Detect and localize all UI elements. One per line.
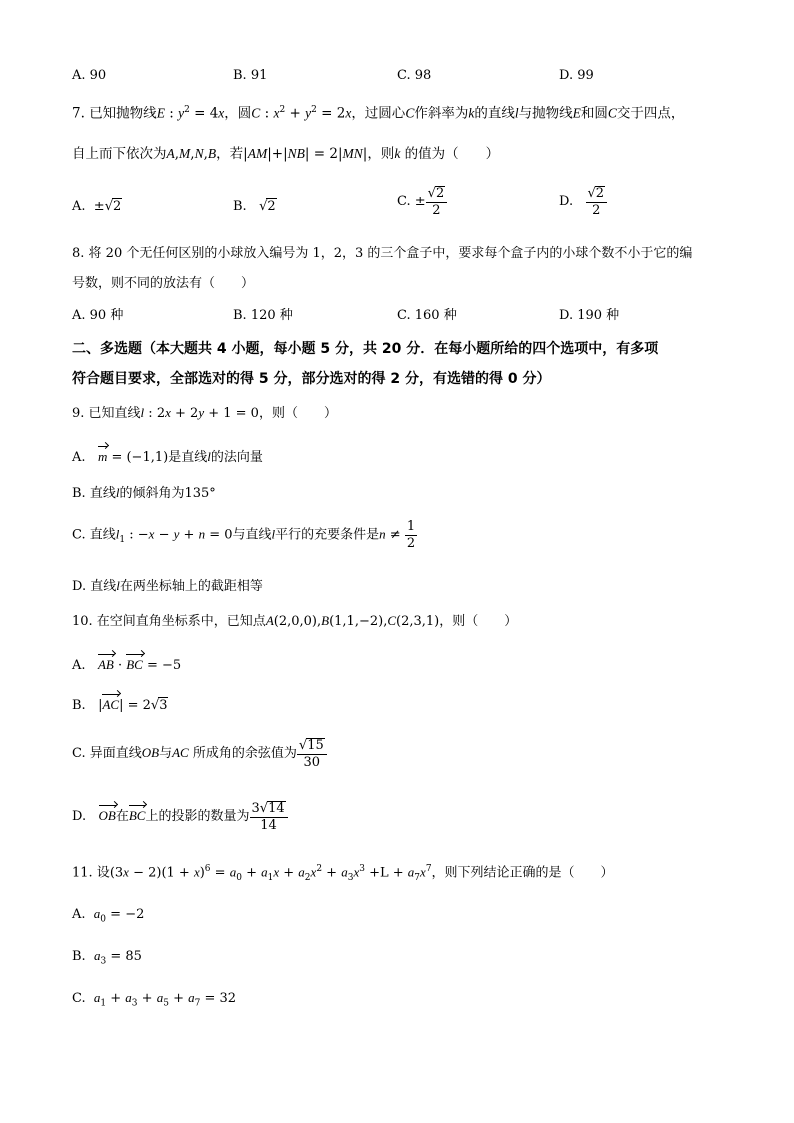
q8-stem-line2: 号数，则不同的放法有（ ） bbox=[72, 276, 255, 291]
q10-option-a: A. AB · BC = −5 bbox=[72, 657, 182, 673]
q6-option-a: A. 90 bbox=[72, 68, 107, 83]
q8-option-c: C. 160 种 bbox=[397, 308, 457, 323]
q8-option-d: D. 190 种 bbox=[559, 308, 620, 323]
q11-option-a: A. $a_0 = -2$ bbox=[72, 906, 145, 925]
q10-option-b: B. |AC| = 2√3 bbox=[72, 697, 168, 713]
section2-heading-line2: 符合题目要求，全部选对的得 5 分，部分选对的得 2 分，有选错的得 0 分） bbox=[72, 371, 551, 387]
q11-option-c: C. $a_1 + a_3 + a_5 + a_7 = 32$ bbox=[72, 990, 237, 1009]
q8-option-a: A. 90 种 bbox=[72, 308, 124, 323]
q6-option-c: C. 98 bbox=[397, 68, 432, 83]
q6-option-d: D. 99 bbox=[559, 68, 594, 83]
q6-option-b: B. 91 bbox=[233, 68, 268, 83]
q8-option-b: B. 120 种 bbox=[233, 308, 293, 323]
q7-option-d: D. $\frac{√2}{2}$ bbox=[559, 186, 607, 217]
q11-stem: 11. 设$(3x - 2)(1 + x)^6 = a_0 + a_1x + a_2x^2 + a_3x^3 +L + a_7x^7$，则下列结论正确的是（ ） bbox=[72, 864, 614, 883]
q7-stem-line1: 7. 已知抛物线E : $y^2 = 4x$，圆C : $x^2 + y^2 = 2x$，过圆心C作斜率为k的直线l与抛物线E和圆C交于四点， bbox=[72, 105, 685, 122]
q9-option-a: A. m = (−1,1)是直线l的法向量 bbox=[72, 449, 263, 465]
q9-stem: 9. 已知直线l : 2x + 2y + 1 = 0，则（ ） bbox=[72, 405, 337, 421]
q9-option-c: C. 直线$l_1$ : −x − y + n = 0与直线l平行的充要条件是n ≠ $\frac{1}{2}$ bbox=[72, 519, 416, 551]
q7-option-c: C. ± $\frac{√2}{2}$ bbox=[397, 186, 447, 217]
q9-option-d: D. 直线l在两坐标轴上的截距相等 bbox=[72, 578, 263, 594]
q7-number: 7. bbox=[72, 105, 85, 122]
section2-heading-line1: 二、多选题（本大题共 4 小题，每小题 5 分，共 20 分．在每小题所给的四个选项中，有多项 bbox=[72, 341, 659, 357]
q10-option-d: D. OB在BC上的投影的数量为 $\frac{3√14}{14}$ bbox=[72, 801, 288, 832]
q8-stem-line1: 8. 将 20 个无任何区别的小球放入编号为 1，2，3 的三个盒子中，要求每个盒子内的小球个数不小于它的编 bbox=[72, 246, 693, 261]
q7-option-b: B. √2 bbox=[233, 199, 276, 214]
q9-option-b: B. 直线l的倾斜角为135° bbox=[72, 485, 216, 501]
q10-option-c: C. 异面直线OB与AC 所成角的余弦值为 $\frac{√15}{30}$ bbox=[72, 738, 327, 769]
q10-stem: 10. 在空间直角坐标系中，已知点A(2,0,0),B(1,1,−2),C(2,3,1)，则（ ） bbox=[72, 613, 518, 629]
q7-option-a: A. ±√2 bbox=[72, 199, 122, 214]
q11-option-b: B. $a_3 = 85$ bbox=[72, 948, 142, 967]
q7-stem-line2: 自上而下依次为A,M,N,B，若|AM|+|NB| = 2|MN|，则k 的值为（ ） bbox=[72, 146, 500, 162]
